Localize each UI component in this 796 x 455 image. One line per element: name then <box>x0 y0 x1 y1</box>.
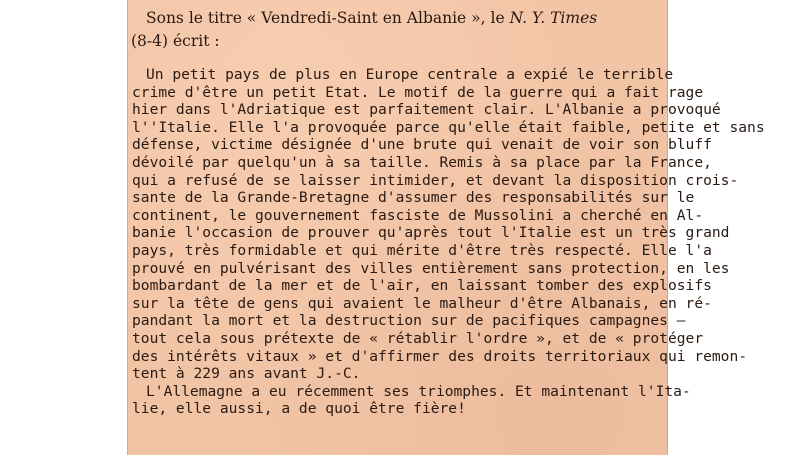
quote-line: pays, très formidable et qui mérite d'être très respecté. Elle l'a <box>132 241 712 259</box>
quote-line: Un petit pays de plus en Europe centrale a expié le terrible <box>146 66 674 83</box>
intro-line-1-text: Sons le titre « Vendredi-Saint en Albanie », le <box>146 9 505 27</box>
newspaper-clipping <box>127 0 765 455</box>
intro-line-1 <box>146 7 597 30</box>
quote-line: qui a refusé de se laisser intimider, et devant la disposition crois- <box>132 171 739 189</box>
quote-line: lie, elle aussi, a de quoi être fière! <box>132 400 466 418</box>
quote-line: l''Italie. Elle l'a provoquée parce qu'elle était faible, petite et sans <box>132 118 765 136</box>
quote-line: L'Allemagne a eu récemment ses triomphes. Et maintenant l'Ita- <box>146 382 691 400</box>
quote-line: hier dans l'Adriatique est parfaitement clair. L'Albanie a provoqué <box>132 101 721 119</box>
quote-line: dévoilé par quelqu'un à sa taille. Remis à sa place par la France, <box>132 153 712 171</box>
quote-line: pandant la mort et la destruction sur de pacifiques campagnes — <box>132 312 686 330</box>
newspaper-name: N. Y. Times <box>509 9 598 27</box>
quote-line: banie l'occasion de prouver qu'après tout l'Italie est un très grand <box>132 224 730 242</box>
intro-line-2: (8-4) écrit : <box>131 32 220 50</box>
quote-line: défense, victime désignée d'une brute qui venait de voir son bluff <box>132 136 712 154</box>
quote-line: continent, le gouvernement fasciste de Mussolini a cherché en Al- <box>132 206 704 224</box>
quoted-article <box>132 66 765 418</box>
quote-line: tent à 229 ans avant J.-C. <box>132 365 361 383</box>
quote-line: sante de la Grande-Bretagne d'assumer des responsabilités sur le <box>132 189 695 207</box>
quote-line: des intérêts vitaux » et d'affirmer des droits territoriaux qui remon- <box>132 347 748 365</box>
quote-line: bombardant de la mer et de l'air, en laissant tomber des explosifs <box>132 277 712 295</box>
quote-line: sur la tête de gens qui avaient le malheur d'être Albanais, en ré- <box>132 294 712 312</box>
quote-line: crime d'être un petit Etat. Le motif de la guerre qui a fait rage <box>132 83 704 101</box>
quote-line: tout cela sous prétexte de « rétablir l'ordre », et de « protéger <box>132 329 704 347</box>
quote-line: prouvé en pulvérisant des villes entièrement sans protection, en les <box>132 259 730 277</box>
